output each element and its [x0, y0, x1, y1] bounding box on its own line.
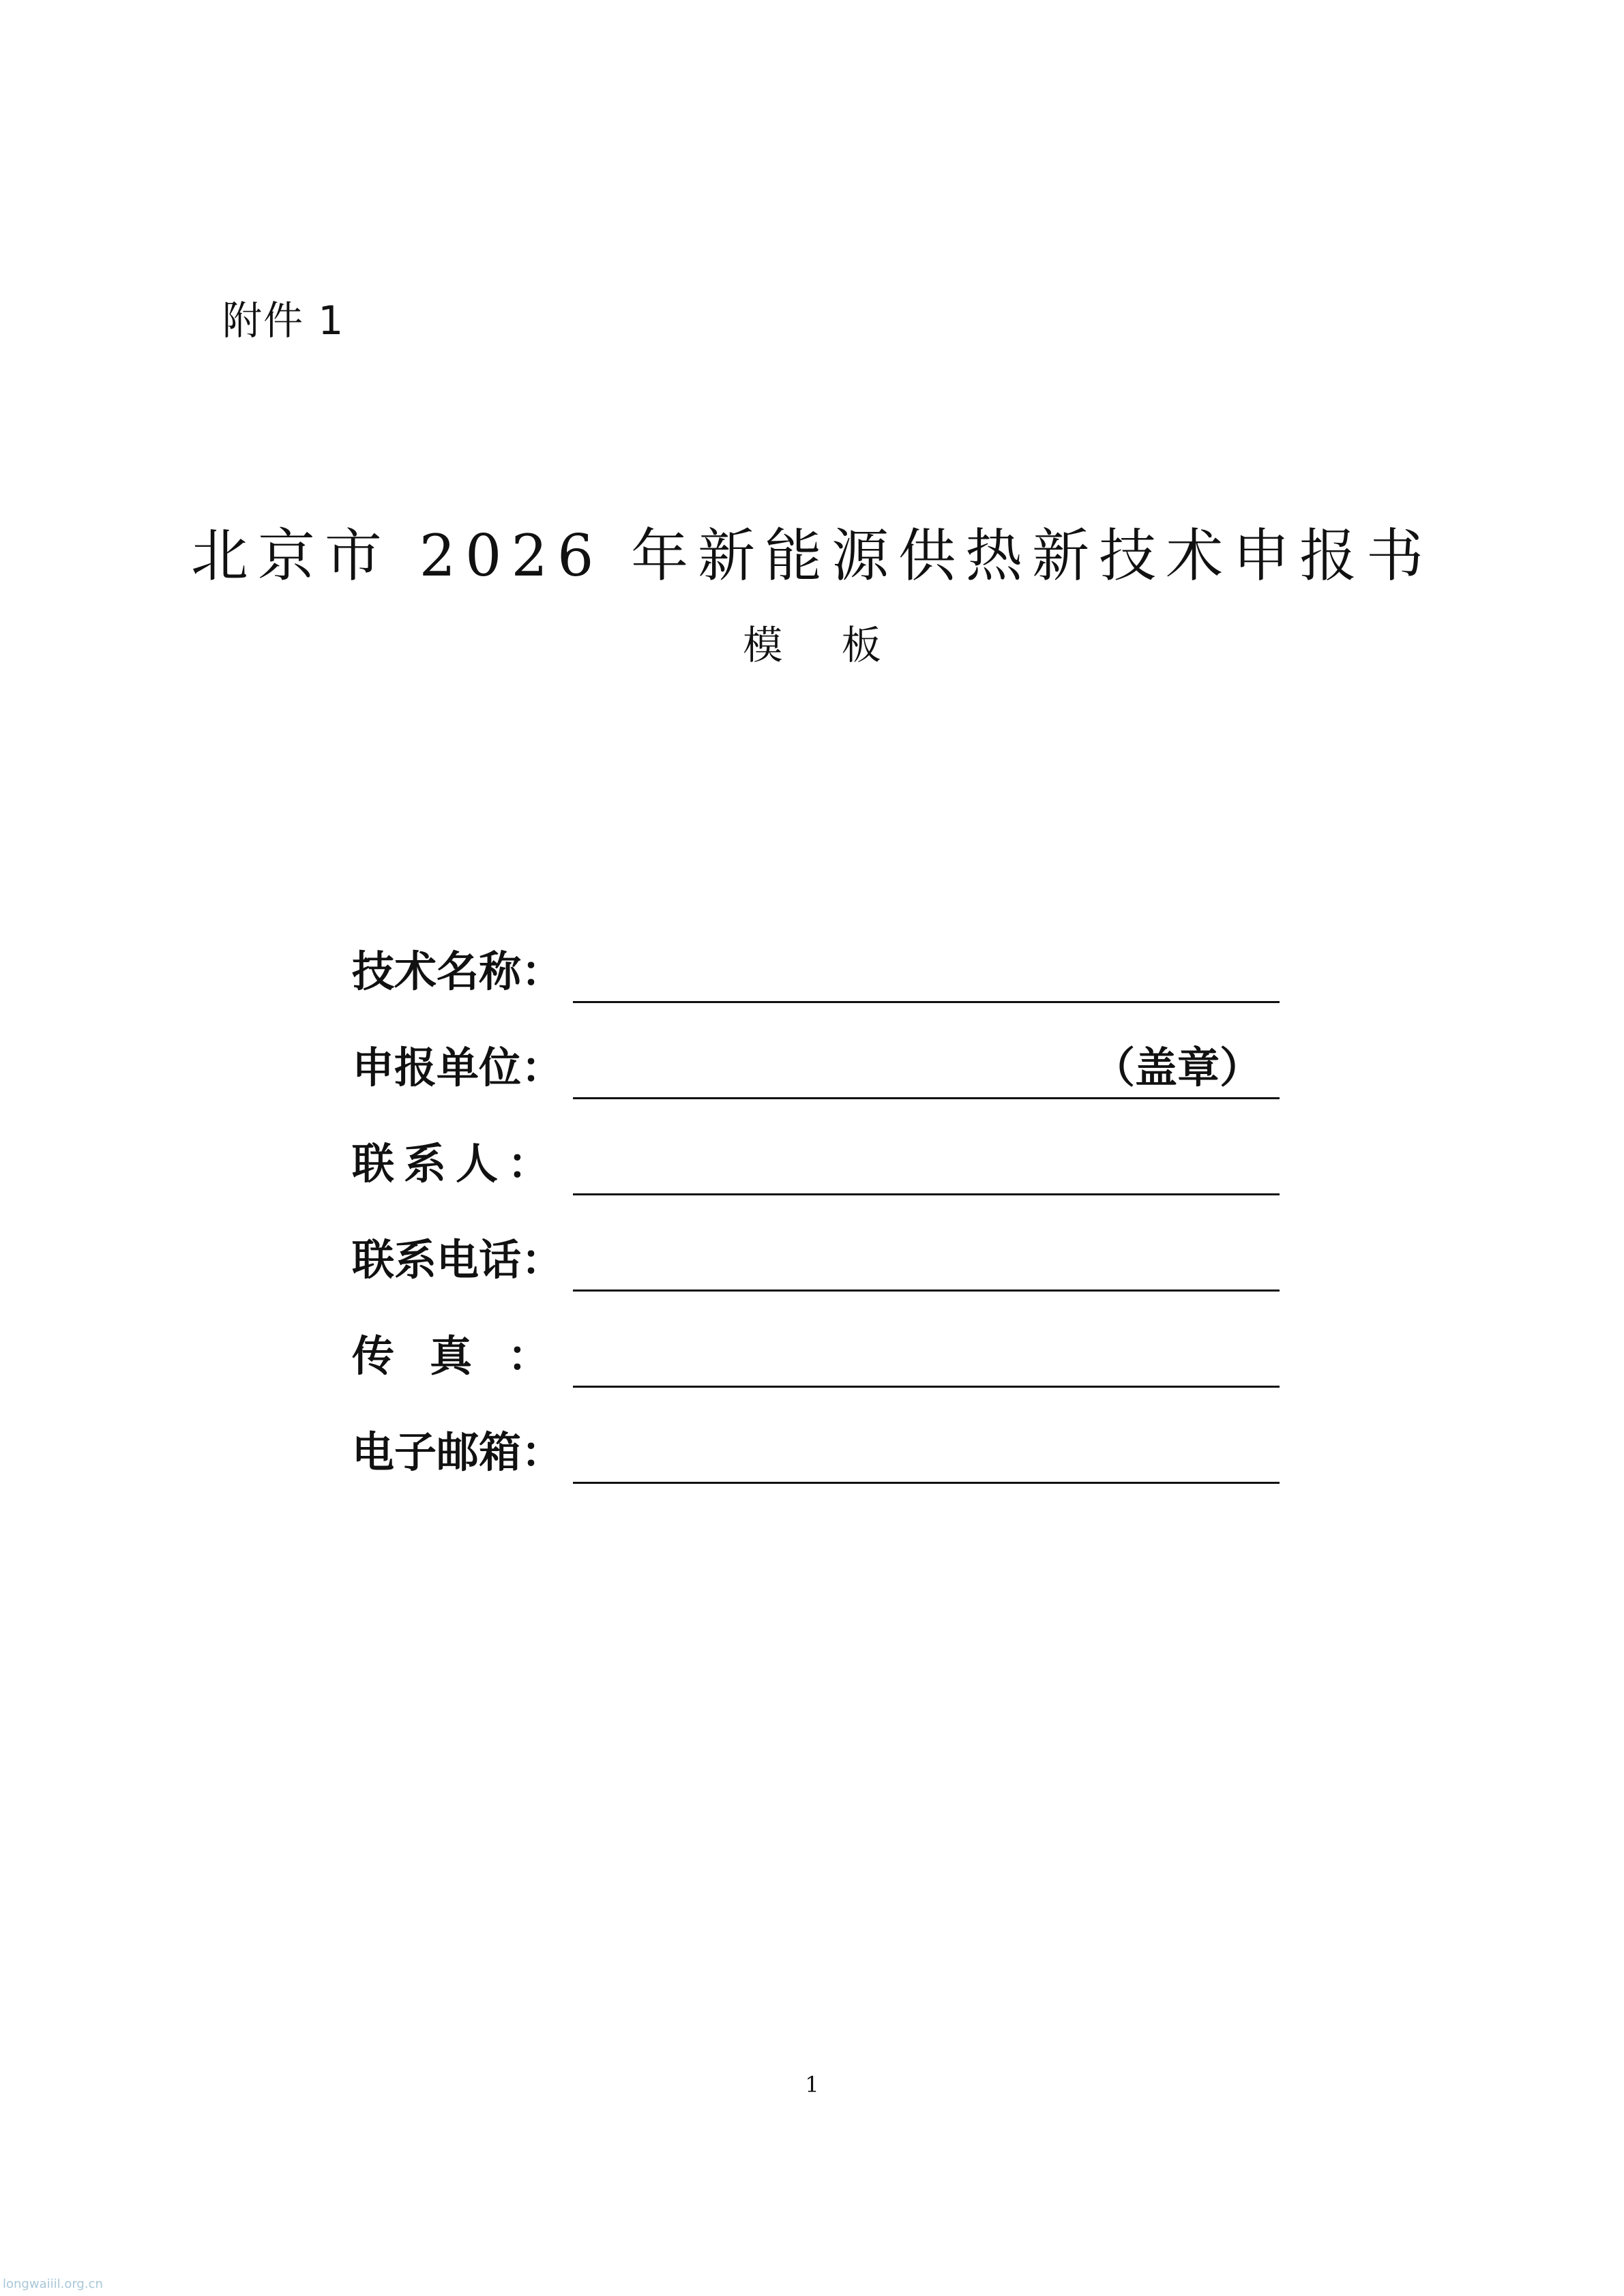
label-char: 箱 [479, 1427, 522, 1477]
form-label-applicant-unit [352, 1037, 564, 1099]
form-label-fax [352, 1326, 550, 1387]
label-char: 联 [352, 1235, 395, 1285]
form-row-email [352, 1422, 1280, 1518]
label-char: 位 [479, 1043, 522, 1092]
label-colon: ： [521, 946, 564, 996]
label-char: 称 [479, 946, 522, 996]
label-colon: ： [507, 1139, 550, 1189]
label-char: 单 [437, 1043, 479, 1092]
form-row-contact-phone [352, 1229, 1280, 1326]
label-char: 传 [352, 1331, 395, 1381]
email-field[interactable] [573, 1422, 1280, 1484]
label-char: 技 [352, 946, 395, 996]
label-char: 电 [352, 1427, 395, 1477]
label-char: 联 [352, 1139, 395, 1189]
label-char: 名 [437, 946, 479, 996]
document-subtitle: 模 板 [743, 622, 904, 668]
contact-person-field[interactable] [573, 1133, 1280, 1195]
label-char: 子 [394, 1427, 437, 1477]
label-char: 系 [403, 1139, 446, 1189]
label-char: 真 [429, 1331, 472, 1381]
form-label-contact-person [352, 1133, 550, 1195]
document-title: 北京市 2026 年新能源供热新技术申报书 [190, 522, 1434, 589]
attachment-label: 附件 1 [222, 297, 345, 344]
form-label-email [352, 1422, 564, 1483]
contact-phone-field[interactable] [573, 1229, 1280, 1292]
form-row-applicant-unit [352, 1037, 1280, 1133]
form-label-technology-name [352, 941, 564, 1002]
technology-name-field[interactable] [573, 941, 1280, 1003]
form-row-technology-name [352, 941, 1280, 1037]
label-char: 术 [394, 946, 437, 996]
form-row-contact-person [352, 1133, 1280, 1229]
application-form [352, 941, 1280, 1518]
label-colon: ： [521, 1427, 564, 1477]
watermark-text: longwaiiil.org.cn [3, 2277, 103, 2291]
label-char: 邮 [437, 1427, 479, 1477]
label-colon: ： [507, 1331, 550, 1381]
label-char: 申 [352, 1043, 395, 1092]
fax-field[interactable] [573, 1326, 1280, 1388]
form-label-contact-phone [352, 1229, 564, 1291]
label-colon: ： [521, 1043, 564, 1092]
label-char: 报 [394, 1043, 437, 1092]
seal-note: （盖章） [1092, 1043, 1262, 1092]
form-row-fax [352, 1326, 1280, 1422]
page-number: 1 [805, 2072, 819, 2098]
label-char: 话 [479, 1235, 522, 1285]
label-colon: ： [521, 1235, 564, 1285]
label-char: 系 [394, 1235, 437, 1285]
label-char: 人 [455, 1139, 498, 1189]
label-char: 电 [437, 1235, 479, 1285]
applicant-unit-field[interactable] [573, 1037, 1280, 1099]
